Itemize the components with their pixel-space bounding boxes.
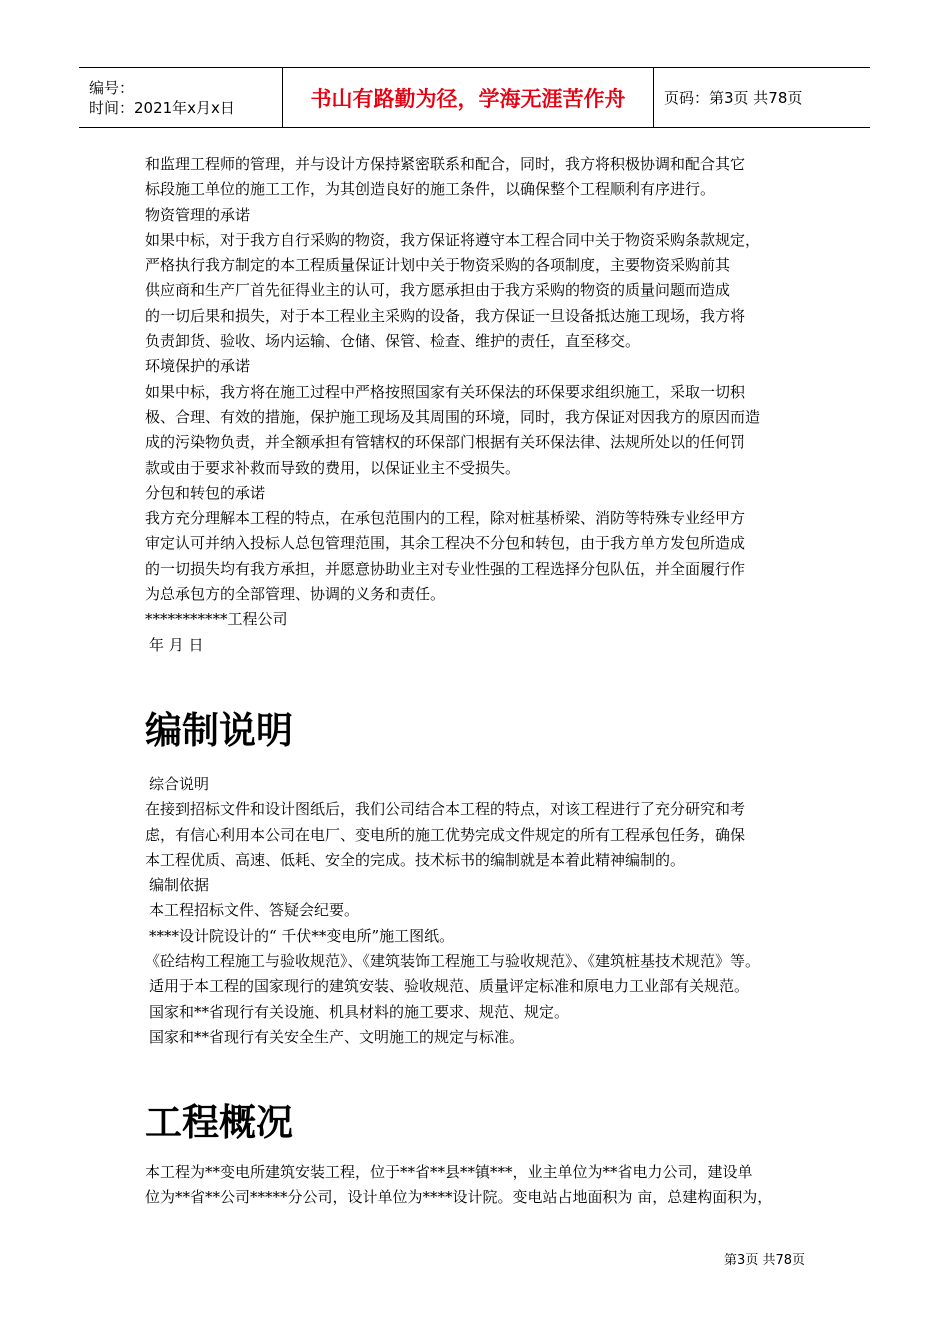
document-number-label: 编号： [89, 78, 135, 97]
text-line: 虑，有信心利用本公司在电厂、变电所的施工优势完成文件规定的所有工程承包任务，确保 [145, 825, 746, 844]
text-line: 负责卸货、验收、场内运输、仓储、保管、检查、维护的责任，直至移交。 [145, 332, 641, 351]
signature-date: 年 月 日 [149, 635, 204, 654]
subheading-environment: 环境保护的承诺 [145, 357, 251, 376]
text-line: 如果中标，对于我方自行采购的物资，我方保证将遵守本工程合同中关于物资采购条款规定， [145, 230, 761, 249]
text-line: 标段施工单位的施工工作，为其创造良好的施工条件，以确保整个工程顺利有序进行。 [145, 180, 716, 199]
subheading-basis: 编制依据 [149, 876, 210, 895]
subheading-materials: 物资管理的承诺 [145, 205, 251, 224]
basis-item: ****设计院设计的“ 千伏**变电所”施工图纸。 [149, 926, 455, 945]
basis-item: 国家和**省现行有关设施、机具材料的施工要求、规范、规定。 [149, 1002, 570, 1021]
page-header [79, 67, 870, 128]
subheading-overview: 综合说明 [149, 775, 210, 793]
text-line: 的一切损失均有我方承担，并愿意协助业主对专业性强的工程选择分包队伍，并全面履行作 [145, 559, 746, 578]
basis-item: 国家和**省现行有关安全生产、文明施工的规定与标准。 [149, 1027, 525, 1046]
basis-item: 《砼结构工程施工与验收规范》、《建筑装饰工程施工与验收规范》、《建筑桩基技术规范》等。 [145, 952, 761, 971]
text-line: 成的污染物负责，并全额承担有管辖权的环保部门根据有关环保法律、法规所处以的任何罚 [145, 433, 746, 452]
section-project-overview [145, 1160, 835, 1211]
heading-project-overview: 工程概况 [145, 1101, 293, 1144]
text-line: 供应商和生产厂首先征得业主的认可，我方愿承担由于我方采购的物资的质量问题而造成 [145, 281, 731, 300]
text-line: 为总承包方的全部管理、协调的义务和责任。 [145, 585, 446, 604]
section-compile-notes [145, 772, 825, 1050]
page-footer: 第3页 共78页 [724, 1253, 805, 1268]
basis-item: 本工程招标文件、答疑会纪要。 [149, 901, 360, 920]
text-line: 我方充分理解本工程的特点，在承包范围内的工程，除对桩基桥梁、消防等特殊专业经甲方 [145, 509, 746, 528]
header-motto: 书山有路勤为径，学海无涯苦作舟 [282, 68, 654, 127]
header-page-info: 页码：第3页 共78页 [664, 89, 803, 107]
text-line: 本工程为**变电所建筑安装工程，位于**省**县**镇***，业主单位为**省电力公司，建设单 [145, 1163, 753, 1181]
heading-compile-notes: 编制说明 [145, 709, 293, 752]
document-time: 时间：2021年x月x日 [89, 98, 235, 117]
header-meta [79, 68, 282, 127]
text-line: 严格执行我方制定的本工程质量保证计划中关于物资采购的各项制度，主要物资采购前其 [145, 256, 731, 275]
text-line: 审定认可并纳入投标人总包管理范围，其余工程决不分包和转包，由于我方单方发包所造成 [145, 534, 746, 553]
text-line: 在接到招标文件和设计图纸后，我们公司结合本工程的特点，对该工程进行了充分研究和考 [145, 800, 746, 819]
section-commitments [145, 152, 815, 658]
text-line: 位为**省**公司*****分公司，设计单位为****设计院。变电站占地面积为 亩，总建构面积为， [145, 1188, 773, 1207]
basis-item: 适用于本工程的国家现行的建筑安装、验收规范、质量评定标准和原电力工业部有关规范。 [149, 977, 750, 996]
text-line: 款或由于要求补救而导致的费用，以保证业主不受损失。 [145, 458, 521, 477]
text-line: 和监理工程师的管理，并与设计方保持紧密联系和配合，同时，我方将积极协调和配合其它 [145, 155, 746, 173]
text-line: 极、合理、有效的措施，保护施工现场及其周围的环境，同时，我方保证对因我方的原因而造 [145, 407, 761, 426]
text-line: 如果中标，我方将在施工过程中严格按照国家有关环保法的环保要求组织施工，采取一切积 [145, 382, 746, 401]
company-signature: ***********工程公司 [145, 610, 288, 629]
text-line: 的一切后果和损失，对于本工程业主采购的设备，我方保证一旦设备抵达施工现场，我方将 [145, 306, 746, 325]
subheading-subcontract: 分包和转包的承诺 [145, 483, 266, 502]
text-line: 本工程优质、高速、低耗、安全的完成。技术标书的编制就是本着此精神编制的。 [145, 850, 686, 869]
